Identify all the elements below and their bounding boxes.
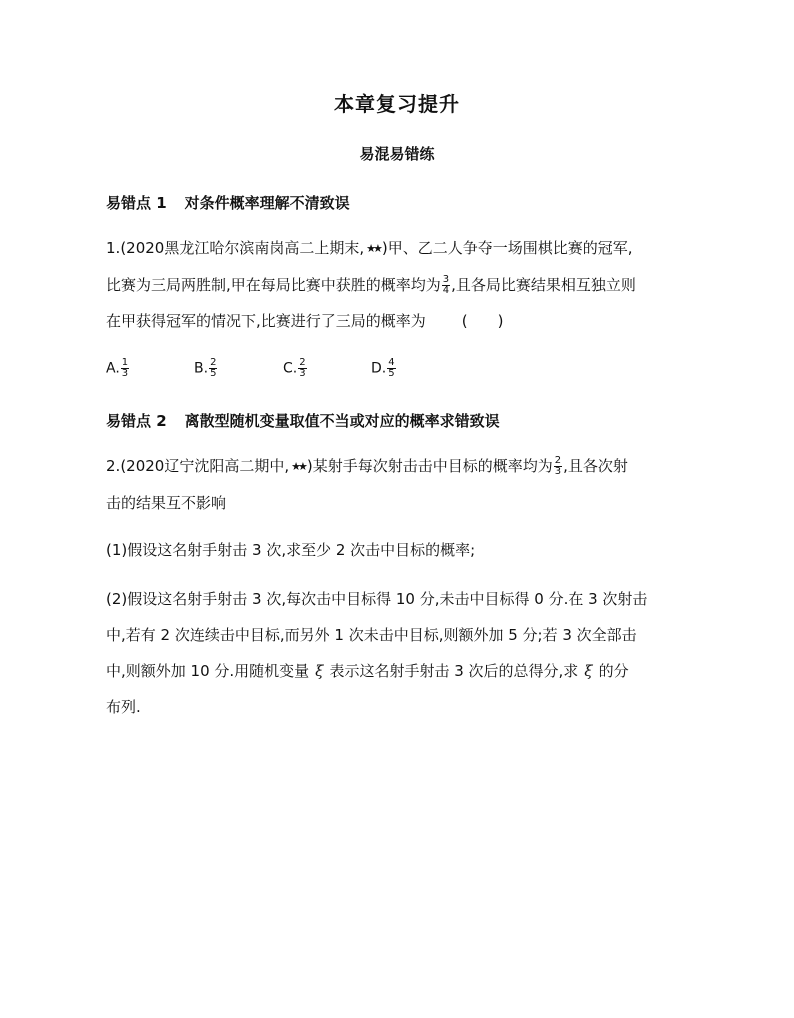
- fraction: [298, 358, 306, 379]
- question-text: 比赛为三局两胜制,甲在每局比赛中获胜的概率均为: [106, 275, 441, 294]
- option-a: [106, 358, 130, 379]
- question-2-part-2: [106, 581, 692, 725]
- xi-symbol: ξ: [584, 662, 593, 680]
- part-2-text: 表示这名射手射击 3 次后的总得分,求: [329, 662, 579, 680]
- difficulty-stars-icon: ★★: [291, 459, 305, 473]
- part-2-line-1: (2)假设这名射手射击 3 次,每次击中目标得 10 分,未击中目标得 0 分.在 3 次射击: [106, 590, 648, 608]
- part-2-line-4: 布列.: [106, 698, 141, 716]
- source-close: ): [381, 239, 388, 257]
- fraction: [209, 358, 217, 379]
- section-label: 易错点 1: [106, 194, 167, 212]
- question-source: (2020辽宁沈阳高二期中,: [120, 457, 290, 475]
- question-text: 某射手每次射击击中目标的概率均为: [312, 457, 553, 475]
- paren-close: ): [497, 311, 504, 330]
- fraction-numerator: 4: [388, 357, 395, 368]
- part-2-line-3: [106, 653, 692, 689]
- fraction-denominator: 5: [210, 368, 217, 379]
- source-close: ): [306, 457, 313, 475]
- fraction-denominator: 3: [554, 466, 562, 477]
- fraction: [554, 456, 562, 477]
- question-number: 2.: [106, 457, 121, 475]
- question-2-line-1: [106, 448, 692, 485]
- page-title: 本章复习提升: [334, 92, 460, 116]
- part-2-line-2: 中,若有 2 次连续击中目标,而另外 1 次未击中目标,则额外加 5 分;若 3 次全部击: [106, 626, 637, 644]
- option-c: [283, 358, 308, 379]
- option-d: [371, 358, 397, 379]
- question-text: 甲、乙二人争夺一场围棋比赛的冠军,: [387, 239, 633, 257]
- fraction: [121, 358, 129, 379]
- fraction-denominator: 5: [388, 368, 395, 379]
- difficulty-stars-icon: ★★: [366, 241, 380, 255]
- fraction-numerator: 2: [554, 455, 562, 466]
- section-label: 易错点 2: [106, 412, 167, 430]
- question-number: 1.: [106, 239, 121, 257]
- question-2-part-1: (1)假设这名射手射击 3 次,求至少 2 次击中目标的概率;: [106, 541, 476, 559]
- question-text: 在甲获得冠军的情况下,比赛进行了三局的概率为: [106, 311, 426, 330]
- question-2: [106, 448, 692, 521]
- question-1-line-1: [106, 230, 692, 267]
- fraction-numerator: 1: [121, 357, 129, 368]
- option-b: [194, 358, 218, 379]
- question-text: ,且各局比赛结果相互独立则: [451, 275, 636, 294]
- question-source: (2020黑龙江哈尔滨南岗高二上期末,: [120, 239, 365, 257]
- fraction: [387, 358, 395, 379]
- part-2-text: 的分: [598, 662, 629, 680]
- page-subtitle: 易混易错练: [359, 145, 435, 163]
- fraction-denominator: 4: [442, 284, 450, 296]
- fraction-denominator: 3: [299, 368, 306, 379]
- question-2-line-2: 击的结果互不影响: [106, 493, 227, 512]
- question-text: ,且各次射: [563, 457, 628, 475]
- fraction: [442, 275, 450, 296]
- option-label: C.: [283, 360, 298, 377]
- option-label: B.: [194, 360, 209, 377]
- section-heading-1: [106, 192, 350, 213]
- fraction-numerator: 2: [210, 357, 217, 368]
- question-1-line-2: [106, 267, 692, 303]
- part-2-text: 中,则额外加 10 分.用随机变量: [106, 662, 310, 680]
- section-text: 对条件概率理解不清致误: [184, 194, 350, 212]
- question-1: [106, 230, 692, 339]
- fraction-denominator: 3: [121, 368, 129, 379]
- section-heading-2: [106, 410, 500, 431]
- answer-blank: [462, 303, 504, 339]
- option-label: D.: [371, 360, 387, 377]
- question-1-line-3: [106, 303, 692, 339]
- option-label: A.: [106, 360, 120, 377]
- fraction-numerator: 3: [442, 273, 450, 285]
- xi-symbol: ξ: [315, 662, 324, 680]
- section-text: 离散型随机变量取值不当或对应的概率求错致误: [184, 412, 500, 430]
- paren-open: (: [461, 311, 468, 330]
- fraction-numerator: 2: [299, 357, 306, 368]
